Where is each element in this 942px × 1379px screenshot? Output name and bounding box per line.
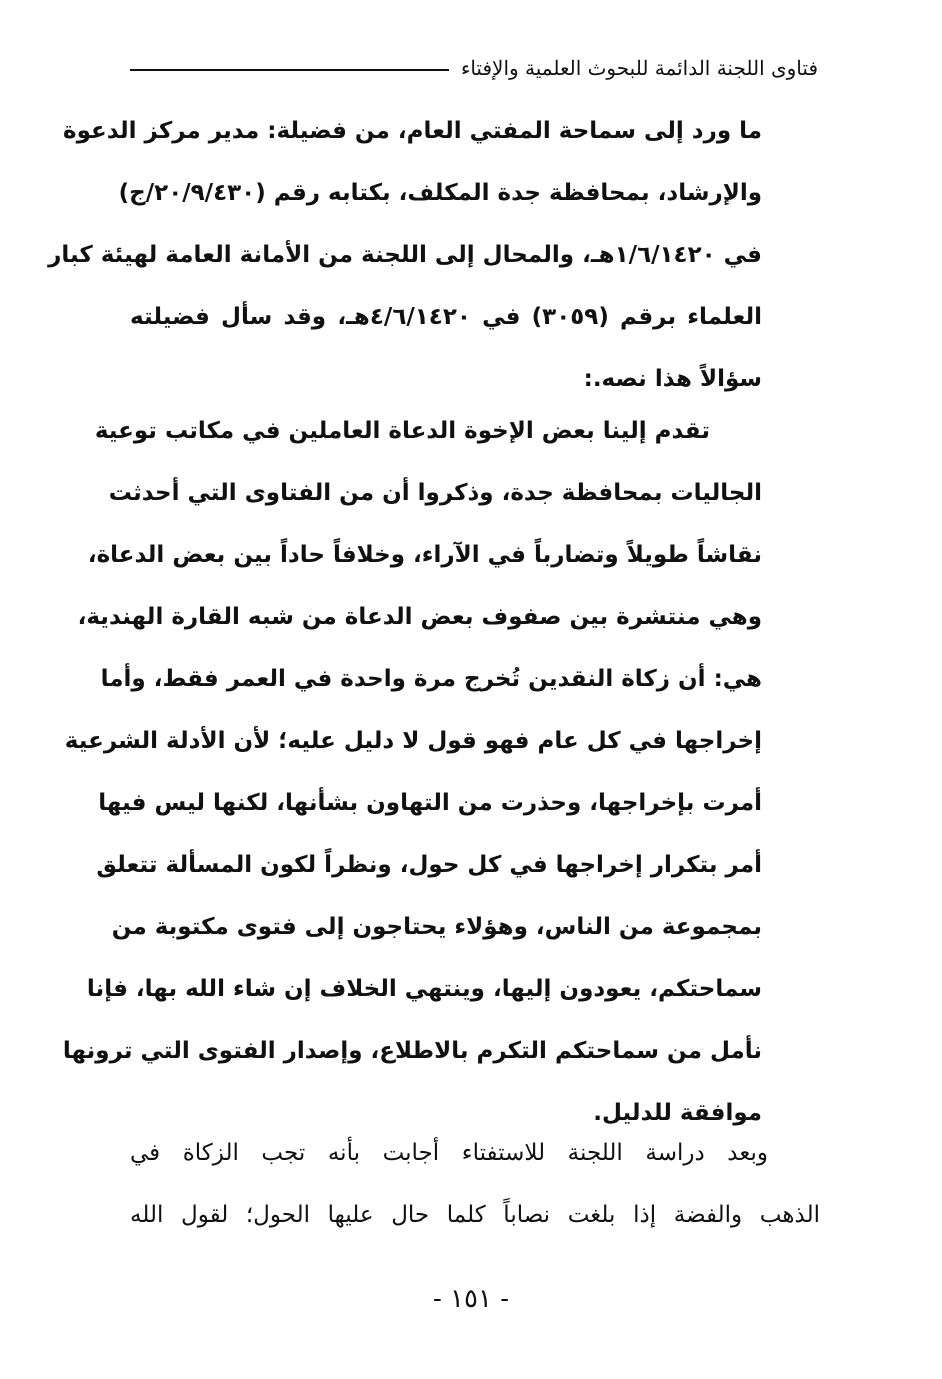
paragraph-line: الجاليات بمحافظة جدة، وذكروا أن من الفتاوى التي أحدثت xyxy=(108,480,762,506)
page-number: - ١٥١ - xyxy=(432,1284,510,1314)
paragraph-line: إخراجها في كل عام فهو قول لا دليل عليه؛ لأن الأدلة الشرعية xyxy=(64,728,762,754)
paragraph-line: هي: أن زكاة النقدين تُخرج مرة واحدة في العمر فقط، وأما xyxy=(100,666,762,692)
paragraph-line: سؤالاً هذا نصه.: xyxy=(583,366,762,392)
paragraph-line: وهي منتشرة بين صفوف بعض الدعاة من شبه القارة الهندية، xyxy=(77,604,762,630)
paragraph-line: موافقة للدليل. xyxy=(593,1100,762,1126)
paragraph-line: سماحتكم، يعودون إليها، وينتهي الخلاف إن شاء الله بها، فإنا xyxy=(86,976,762,1002)
paragraph-line: نأمل من سماحتكم التكرم بالاطلاع، وإصدار الفتوى التي ترونها xyxy=(62,1038,762,1064)
paragraph-line: تقدم إلينا بعض الإخوة الدعاة العاملين في مكاتب توعية xyxy=(94,418,710,444)
running-header xyxy=(130,50,818,86)
paragraph-line: ما ورد إلى سماحة المفتي العام، من فضيلة: مدير مركز الدعوة xyxy=(63,118,762,144)
question-intro-paragraph xyxy=(48,100,763,410)
header-rule xyxy=(130,69,449,71)
paragraph-line: أمر بتكرار إخراجها في كل حول، ونظراً لكون المسألة تتعلق xyxy=(96,852,762,878)
paragraph-line: نقاشاً طويلاً وتضارباً في الآراء، وخلافاً حاداً بين بعض الدعاة، xyxy=(87,542,762,568)
header-title: فتاوى اللجنة الدائمة للبحوث العلمية والإفتاء xyxy=(460,56,818,80)
paragraph-line: والإرشاد، بمحافظة جدة المكلف، بكتابه رقم (٢٠/٩/٤٣٠/ج) xyxy=(118,180,762,206)
question-text-paragraph xyxy=(62,400,762,1144)
paragraph-line: بمجموعة من الناس، وهؤلاء يحتاجون إلى فتوى مكتوبة من xyxy=(111,914,762,940)
answer-paragraph xyxy=(130,1122,820,1246)
paragraph-line: أمرت بإخراجها، وحذرت من التهاون بشأنها، لكنها ليس فيها xyxy=(98,790,762,816)
paragraph-line: وبعد دراسة اللجنة للاستفتاء أجابت بأنه تجب الزكاة في xyxy=(130,1140,768,1166)
paragraph-line: الذهب والفضة إذا بلغت نصاباً كلما حال عليها الحول؛ لقول الله xyxy=(130,1202,820,1228)
paragraph-line: في ١/٦/١٤٢٠هـ، والمحال إلى اللجنة من الأمانة العامة لهيئة كبار xyxy=(48,242,762,268)
paragraph-line: العلماء برقم (٣٠٥٩) في ٤/٦/١٤٢٠هـ، وقد سأل فضيلته xyxy=(130,304,763,330)
